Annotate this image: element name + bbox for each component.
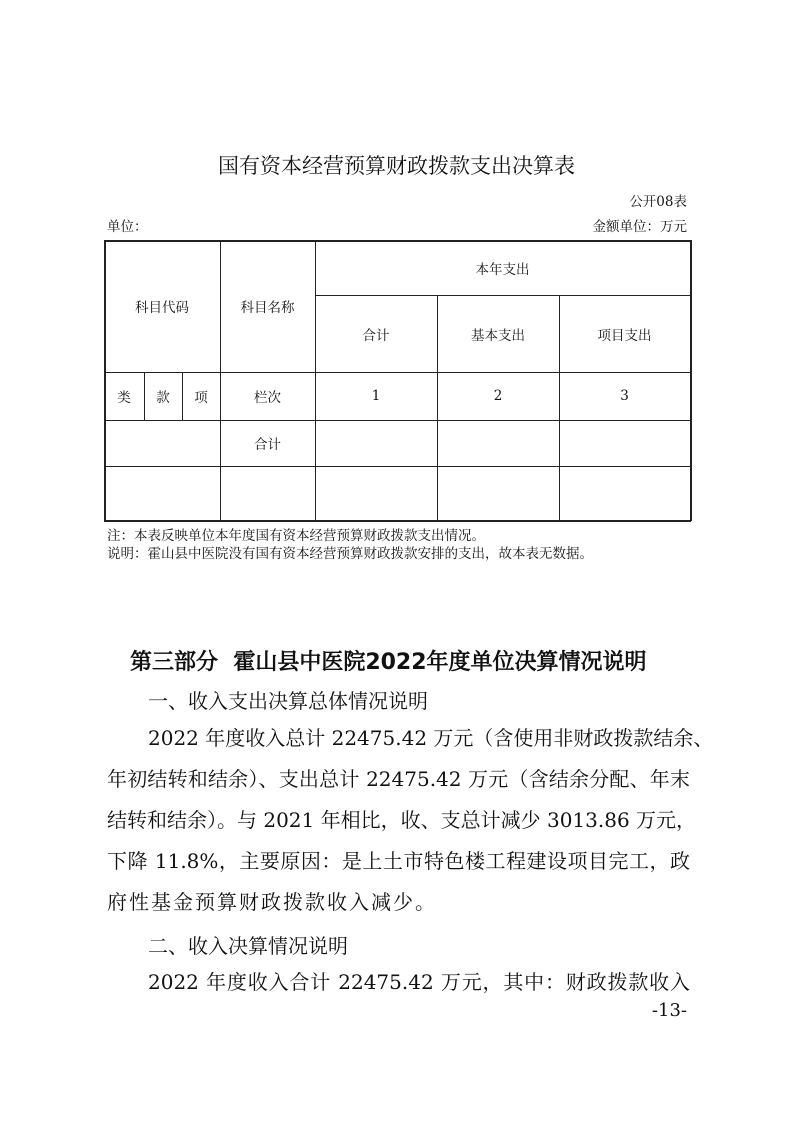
header-lanci: 栏次 [254, 390, 281, 406]
table-note: 注：本表反映单位本年度国有资本经营预算财政拨款支出情况。 [107, 528, 485, 544]
header-project: 项目支出 [597, 327, 652, 344]
part-title: 第三部分 霍山县中医院2022年度单位决算情况说明 [130, 650, 647, 675]
table-title: 国有资本经营预算财政拨款支出决算表 [218, 154, 575, 178]
section-heading-1: 一、收入支出决算总体情况说明 [148, 689, 428, 713]
col-number-2: 2 [493, 388, 503, 404]
header-total: 合计 [362, 327, 390, 344]
paragraph-line: 年初结转和结余）、支出总计 22475.42 万元（含结余分配、年末 [107, 767, 690, 791]
paragraph-line: 2022 年度收入合计 22475.42 万元，其中：财政拨款收入 [148, 970, 690, 994]
table-code: 公开08表 [629, 194, 687, 210]
paragraph-line: 下降 11.8%，主要原因：是上土市特色楼工程建设项目完工，政 [107, 849, 690, 873]
amount-unit: 金额单位：万元 [592, 219, 687, 235]
header-kuan: 款 [156, 390, 170, 406]
section-heading-2: 二、收入决算情况说明 [148, 934, 348, 958]
col-number-3: 3 [620, 388, 629, 404]
header-code: 科目代码 [135, 300, 189, 316]
total-row-label: 合计 [254, 437, 281, 453]
header-year-expenditure: 本年支出 [475, 261, 530, 278]
header-name: 科目名称 [240, 300, 295, 316]
table-explanation: 说明：霍山县中医院没有国有资本经营预算财政拨款安排的支出，故本表无数据。 [107, 546, 593, 562]
header-basic: 基本支出 [471, 327, 525, 344]
paragraph-line: 2022 年度收入总计 22475.42 万元（含使用非财政拨款结余、 [148, 726, 714, 750]
header-lei: 类 [117, 390, 131, 406]
unit-label: 单位： [107, 219, 148, 235]
paragraph-line: 结转和结余）。与 2021 年相比，收、支总计减少 3013.86 万元， [107, 808, 697, 832]
page-number: -13- [651, 1000, 687, 1021]
paragraph-line: 府性基金预算财政拨款收入减少。 [107, 890, 437, 914]
header-xiang: 项 [194, 390, 208, 406]
col-number-1: 1 [371, 388, 381, 404]
